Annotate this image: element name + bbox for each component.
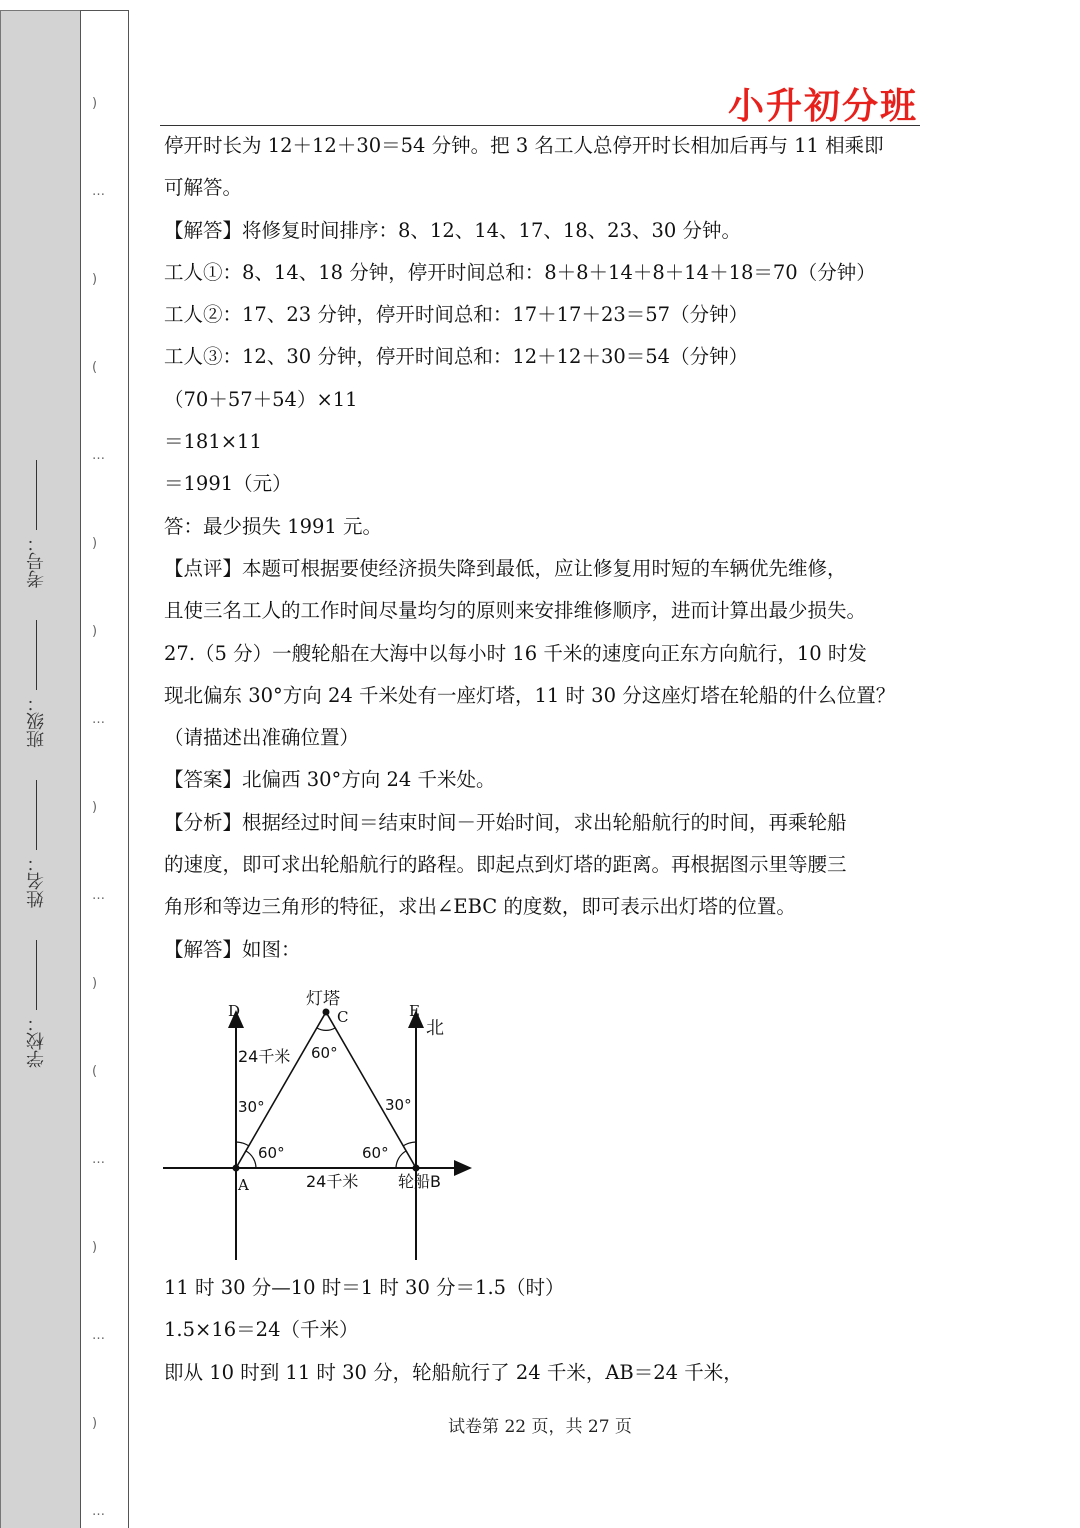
- binding-mark: ): [92, 1240, 98, 1255]
- label-e: E: [409, 1002, 420, 1020]
- text-line: （请描述出准确位置）: [164, 726, 360, 750]
- binding-mark: ): [92, 800, 98, 815]
- angle-arc-c: [317, 1028, 335, 1030]
- binding-mark: ): [92, 96, 98, 111]
- label-angle-b-bottom: 60°: [362, 1144, 389, 1162]
- label-ac-length: 24千米: [238, 1047, 291, 1066]
- binding-mark: (: [92, 360, 98, 375]
- binding-mark: ): [92, 536, 98, 551]
- label-angle-c: 60°: [311, 1044, 338, 1062]
- label-d: D: [228, 1002, 241, 1020]
- text-line: ＝1991（元）: [164, 472, 292, 496]
- text-line: 现北偏东 30°方向 24 千米处有一座灯塔，11 时 30 分这座灯塔在轮船的什么位置？: [164, 683, 896, 707]
- text-line: 工人①：8、14、18 分钟，停开时间总和：8＋8＋14＋8＋14＋18＝70（分钟）: [164, 260, 876, 284]
- class-label: 班级：: [24, 620, 64, 748]
- binding-mark: ): [92, 272, 98, 287]
- school-label: 学校：: [24, 940, 64, 1068]
- label-angle-b-top: 30°: [385, 1096, 412, 1114]
- binding-mark: (: [92, 1064, 98, 1079]
- text-line: 角形和等边三角形的特征，求出∠EBC 的度数，即可表示出灯塔的位置。: [164, 895, 796, 919]
- text-line: 27.（5 分）一艘轮船在大海中以每小时 16 千米的速度向正东方向航行，10 时发: [164, 641, 867, 665]
- binding-margin: [80, 10, 129, 1528]
- binding-mark: ): [92, 1416, 98, 1431]
- label-ab-length: 24千米: [306, 1172, 359, 1191]
- point-b-dot: [413, 1165, 420, 1172]
- text-line: 【答案】北偏西 30°方向 24 千米处。: [164, 768, 496, 792]
- text-line: 停开时长为 12＋12＋30＝54 分钟。把 3 名工人总停开时长相加后再与 11 相乘即: [164, 134, 884, 157]
- binding-mark: …: [92, 1152, 105, 1167]
- binding-mark: …: [92, 1504, 105, 1519]
- text-line: 且使三名工人的工作时间尽量均匀的原则来安排维修顺序，进而计算出最少损失。: [164, 599, 867, 623]
- brand-title: 小升初分班: [727, 86, 918, 127]
- point-c-dot: [323, 1009, 330, 1016]
- text-line: 【解答】如图：: [164, 937, 301, 961]
- page-footer: 试卷第 22 页，共 27 页: [448, 1417, 632, 1437]
- binding-mark: …: [92, 448, 105, 463]
- angle-arc-b-bottom: [396, 1151, 406, 1168]
- binding-mark: ): [92, 976, 98, 991]
- text-line: 1.5×16＝24（千米）: [164, 1318, 359, 1342]
- point-a-dot: [233, 1165, 240, 1172]
- text-line: （70＋57＋54）×11: [164, 387, 358, 411]
- text-line: 即从 10 时到 11 时 30 分，轮船航行了 24 千米，AB＝24 千米，: [164, 1360, 743, 1384]
- label-c: C: [337, 1008, 349, 1026]
- binding-mark: …: [92, 184, 105, 199]
- name-label: 姓名：: [24, 780, 64, 908]
- angle-arc-a-top: [236, 1142, 249, 1146]
- label-north: 北: [426, 1018, 444, 1039]
- binding-mark: …: [92, 888, 105, 903]
- label-a: A: [238, 1176, 249, 1194]
- label-angle-a-bottom: 60°: [258, 1144, 285, 1162]
- text-line: 答：最少损失 1991 元。: [164, 514, 383, 538]
- solution-text-continued: [164, 1267, 924, 1394]
- label-ship-b: 轮船B: [398, 1172, 441, 1191]
- text-line: 11 时 30 分—10 时＝1 时 30 分＝1.5（时）: [164, 1276, 565, 1299]
- text-line: 的速度，即可求出轮船航行的路程。即起点到灯塔的距离。再根据图示里等腰三: [164, 853, 847, 877]
- binding-mark: …: [92, 1328, 105, 1343]
- angle-arc-b-top: [403, 1142, 416, 1146]
- text-line: 工人②：17、23 分钟，停开时间总和：17＋17＋23＝57（分钟）: [164, 303, 749, 327]
- navigation-figure: [160, 990, 480, 1265]
- solution-text: [164, 125, 924, 971]
- text-line: 工人③：12、30 分钟，停开时间总和：12＋12＋30＝54（分钟）: [164, 345, 749, 369]
- text-line: 【解答】将修复时间排序：8、12、14、17、18、23、30 分钟。: [164, 218, 741, 242]
- text-line: 【点评】本题可根据要使经济损失降到最低，应让修复用时短的车辆优先维修，: [164, 556, 847, 580]
- angle-arc-a-bottom: [246, 1151, 256, 1168]
- text-line: 可解答。: [164, 176, 243, 200]
- exam-no-label: 考号：: [24, 460, 64, 588]
- binding-mark: …: [92, 712, 105, 727]
- label-angle-a-top: 30°: [238, 1098, 265, 1116]
- label-lighthouse: 灯塔: [306, 990, 340, 1009]
- text-line: ＝181×11: [164, 430, 262, 454]
- binding-mark: ): [92, 624, 98, 639]
- student-info-labels: [24, 460, 64, 1100]
- text-line: 【分析】根据经过时间＝结束时间－开始时间，求出轮船航行的时间，再乘轮船: [164, 810, 847, 834]
